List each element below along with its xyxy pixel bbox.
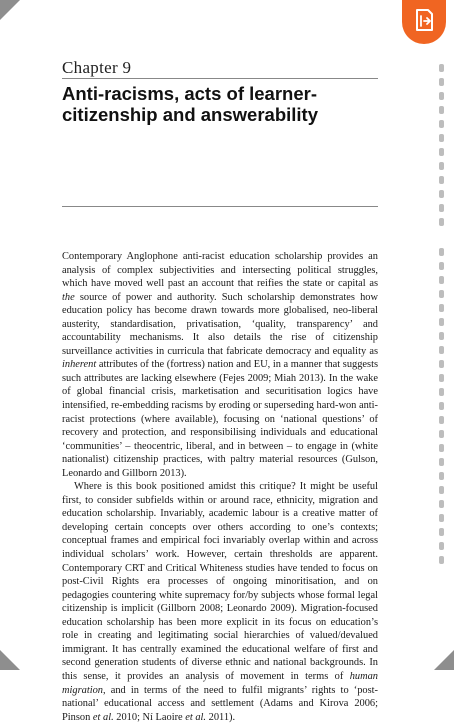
chapter-rule-top: [62, 78, 378, 79]
page-corner-bottom-right: [434, 650, 454, 670]
body-text: [62, 250, 378, 724]
paragraph: Contemporary Anglophone anti-racist education scholarship provides an analysis of complex subjectivities and intersecting political struggles, which have moved well past an account that reifies the state or capital as the source of power and authority. Such scholarship demonstrates how education policy has become drawn towards more globalised, neo-liberal austerity, standardisation, privatisation, ‘quality, transparency’ and accountability mechanisms. It also details the rise of citizenship surveillance activities in curricula that fabricate democracy and equality as inherent attributes of the (fortress) nation and EU, in a manner that suggests such attributes are lacking elsewhere (Fejes 2009; Miah 2013). In the wake of global financial crisis, marketisation and securitisation logics have intensified, re-embedding racisms by eroding or superseding hard-won anti-racist protections (where available), focusing on ‘national questions’ of recovery and protection, and responsibilising individuals and educational ‘communities’ – theocentric, liberal, and in between – to engage in (white nationalist) citizenship practices, with paltry material resources (Gulson, Leonardo and Gillborn 2013).: [62, 251, 378, 479]
page-navigator-strip[interactable]: [434, 64, 448, 564]
chapter-title: Anti-racisms, acts of learner-citizenship and answerability: [62, 83, 318, 125]
chapter-rule-bottom: [62, 206, 378, 207]
book-icon: [413, 7, 435, 38]
chapter-label: Chapter 9: [62, 58, 132, 77]
page-corner-bottom-left: [0, 650, 20, 670]
paragraph: Where is this book positioned amidst this critique? It might be useful first, to consider subfields within or around race, ethnicity, migration and education scholarship. Invariably, academic labour is a creative matter of developing certain concepts over others according to one’s contexts; conceptual frames and empirical foci invariably overlap within and across individual scholars’ work. However, certain thresholds are apparent. Contemporary CRT and Critical Whiteness studies have tended to focus on post-Civil Rights era processes of ongoing minoritisation, and on pedagogies countering white supremacy for/by subjects whose formal legal citizenship is implicit (Gillborn 2008; Leonardo 2009). Migration-focused education scholarship has been more explicit in its focus on education’s role in creating and legitimating social hierarchies of valued/devalued immigrant. It has centrally examined the educational welfare of first and second generation students of diverse ethnic and national backgrounds. In this sense, it provides an analysis of movement in terms of human migration, and in terms of the need to fulfil migrants’ rights to ‘post-national’ educational access and settlement (Adams and Kirova 2006; Pinson et al. 2010; Ní Laoire et al. 2011).: [62, 481, 378, 723]
reader-button[interactable]: [402, 0, 446, 44]
page-corner-top-left: [0, 0, 20, 20]
